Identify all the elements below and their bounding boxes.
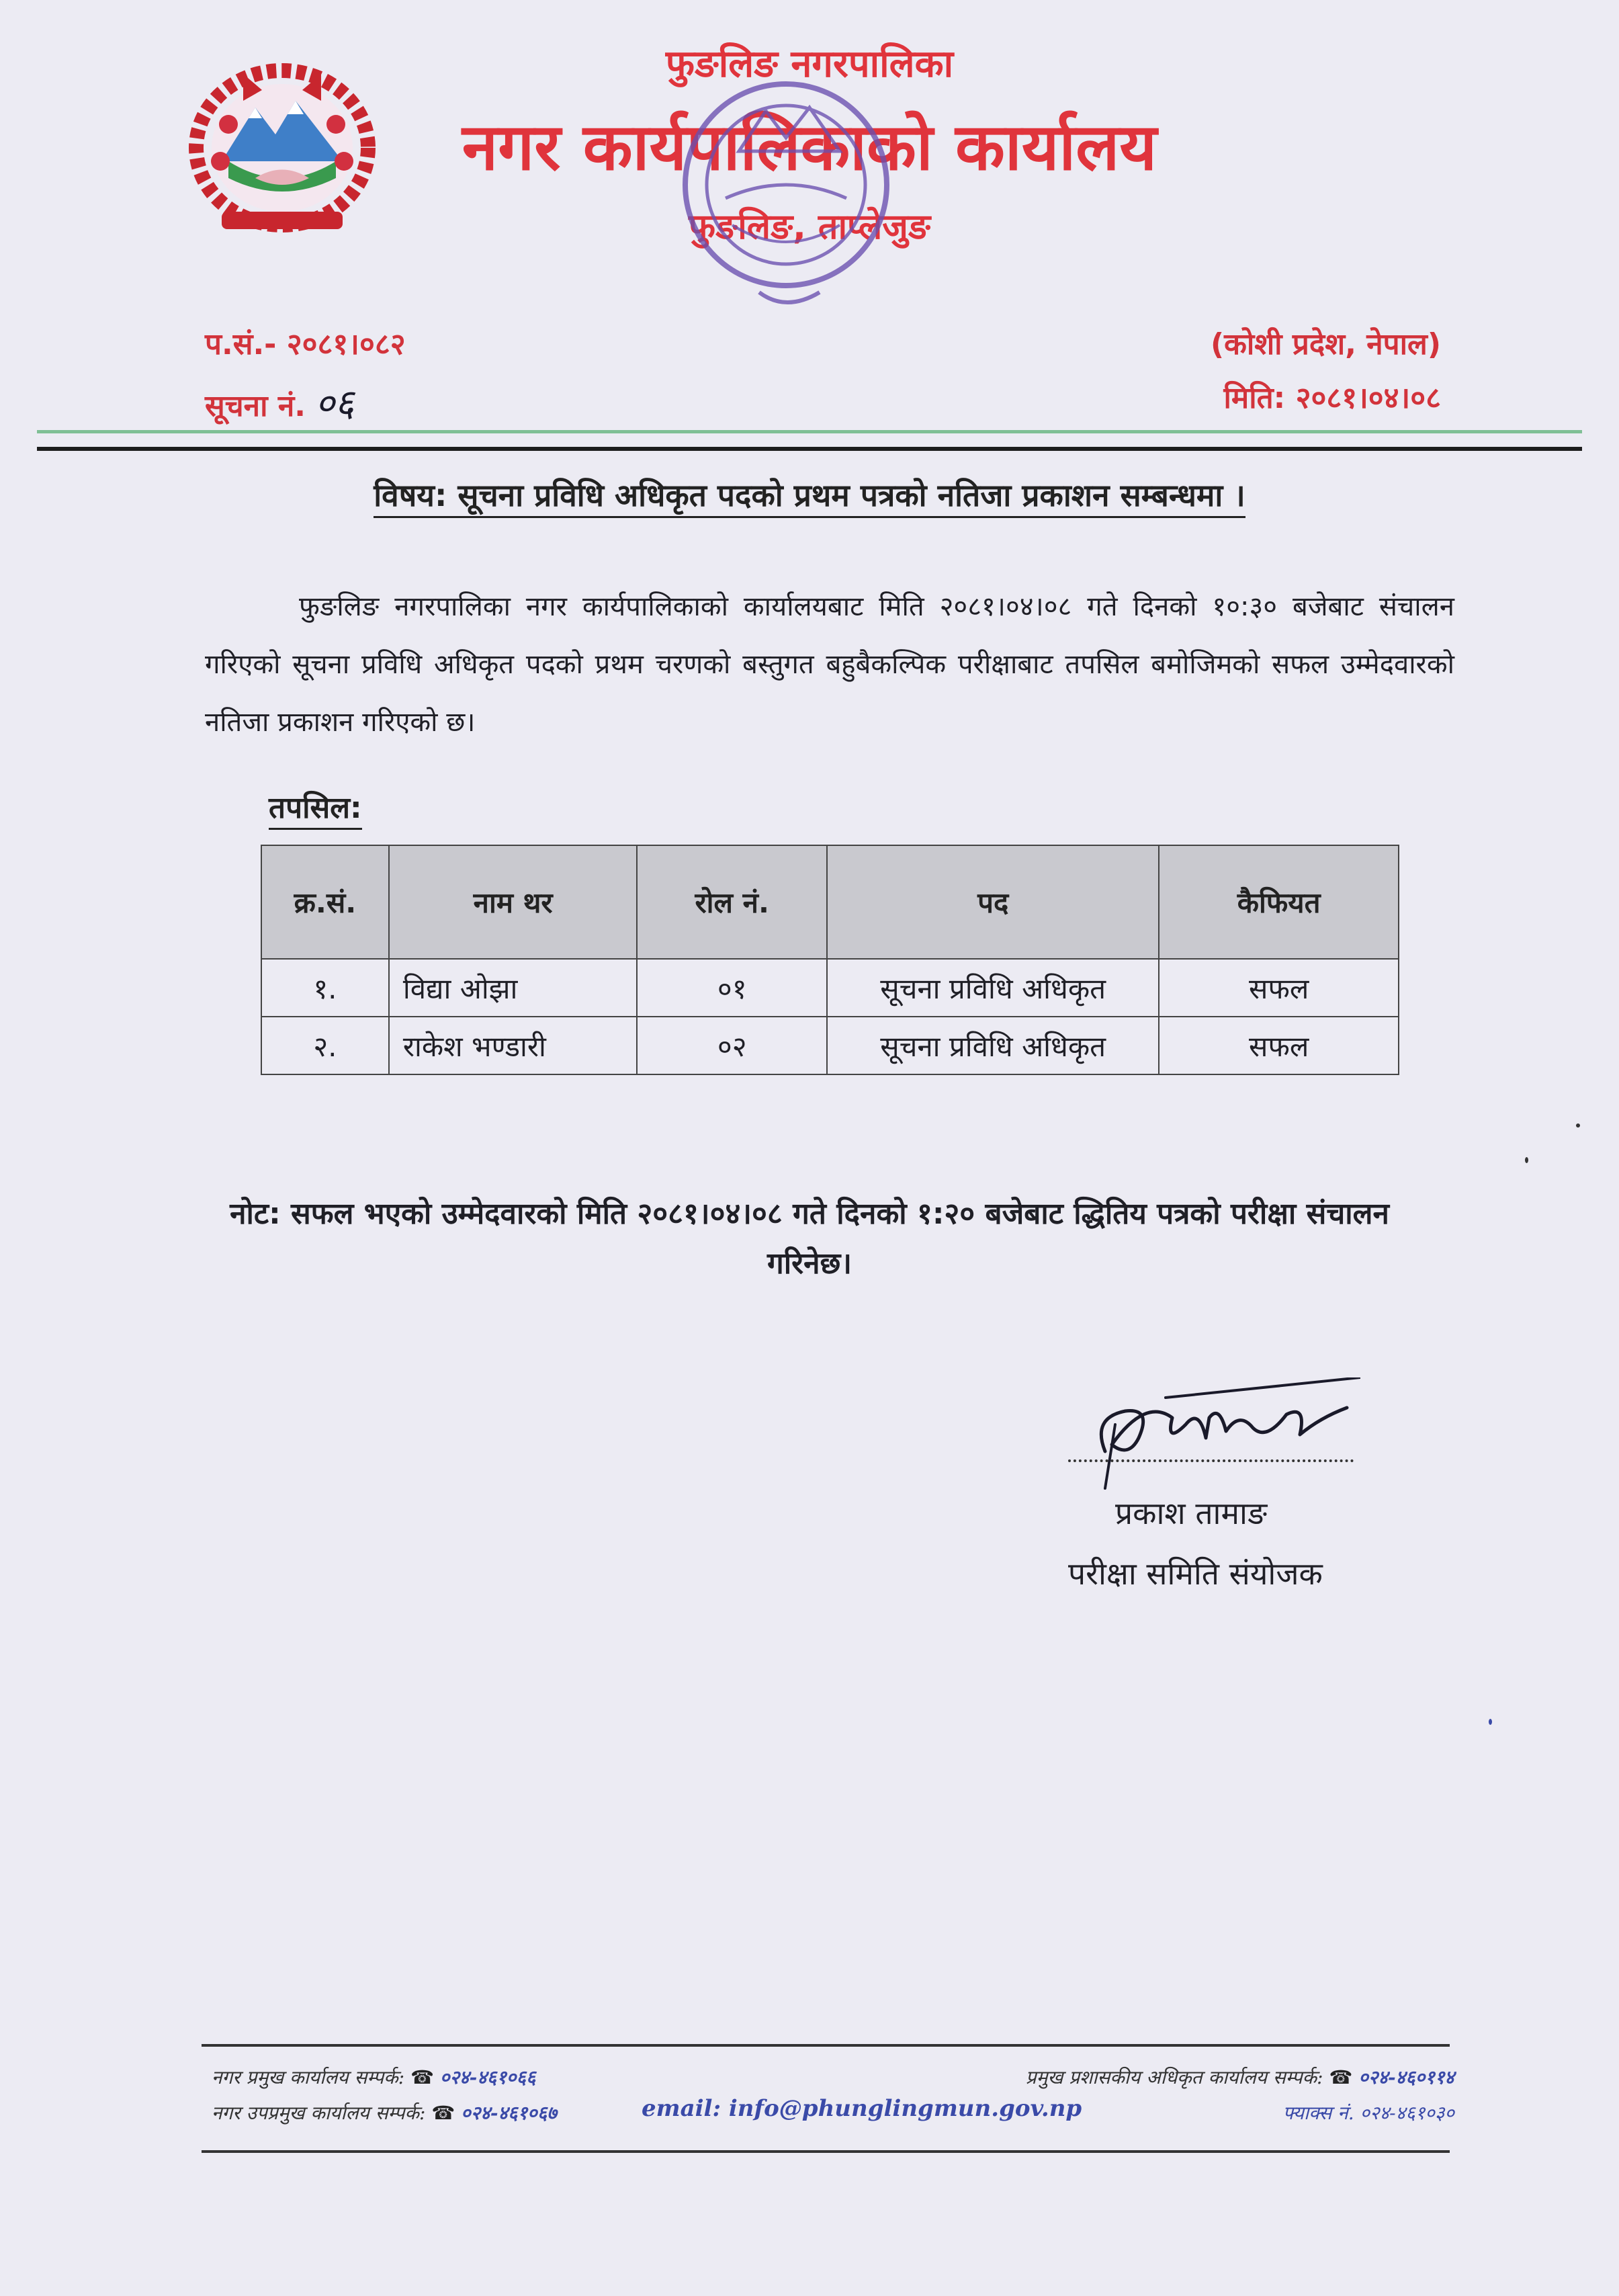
- mayor-office-phone: ०२४-४६१०६६: [439, 2066, 536, 2088]
- deputy-mayor-office-phone: ०२४-४६१०६७: [461, 2102, 557, 2124]
- signatory-name: प्रकाश तामाङ: [1115, 1495, 1268, 1531]
- mayor-office-label: नगर प्रमुख कार्यालय सम्पर्क:: [212, 2066, 405, 2088]
- deputy-mayor-office-label: नगर उपप्रमुख कार्यालय सम्पर्क:: [212, 2102, 426, 2124]
- phone-icon: ☎: [431, 2102, 455, 2124]
- deputy-mayor-office-contact: [212, 2100, 557, 2125]
- fax-number: फ्याक्स नं. ०२४-४६१०३०: [1282, 2102, 1454, 2124]
- remarks-cell: सफल: [1159, 959, 1399, 1017]
- note-text: नोट: सफल भएको उम्मेदवारको मिति २०८१।०४।०८ गते दिनको १:२० बजेबाट द्धितिय पत्रको परीक्षा संचालन गरिनेछ।: [230, 1197, 1389, 1281]
- date-label: मिति:: [1223, 381, 1286, 415]
- column-header: कैफियत: [1159, 845, 1399, 959]
- reference-number: प.सं.- २०८१।०८२: [205, 327, 406, 362]
- office-title: नगर कार्यपालिकाको कार्यालय: [462, 110, 1157, 185]
- scan-speck: [1489, 1719, 1492, 1725]
- column-header: रोल नं.: [637, 845, 827, 959]
- signature-line: [1068, 1459, 1354, 1462]
- results-table: [261, 845, 1399, 1075]
- phone-icon: ☎: [410, 2066, 435, 2088]
- column-header: नाम थर: [389, 845, 638, 959]
- table-header-row: [261, 845, 1399, 959]
- footer-divider-top: [202, 2044, 1450, 2047]
- signature-icon: [1065, 1377, 1360, 1498]
- header-divider-green: [37, 430, 1582, 433]
- column-header: क्र.सं.: [261, 845, 389, 959]
- phone-icon: ☎: [1329, 2066, 1353, 2088]
- official-stamp-icon: [665, 71, 907, 326]
- roll-cell: ०२: [637, 1017, 827, 1074]
- notice-number-handwritten: ०६: [314, 382, 355, 425]
- province-label: (कोशी प्रदेश, नेपाल): [1210, 327, 1441, 362]
- table-row: [261, 959, 1399, 1017]
- email-link[interactable]: email: info@phunglingmun.gov.np: [642, 2095, 1082, 2122]
- body-paragraph: [205, 578, 1454, 751]
- municipality-name: फुङलिङ नगरपालिका: [665, 42, 954, 86]
- name-cell: राकेश भण्डारी: [389, 1017, 638, 1074]
- subject-text: विषय: सूचना प्रविधि अधिकृत पदको प्रथम पत्रको नतिजा प्रकाशन सम्बन्धमा ।: [374, 477, 1245, 518]
- serial-cell: १.: [261, 959, 389, 1017]
- post-cell: सूचना प्रविधि अधिकृत: [827, 959, 1159, 1017]
- table-caption: तपसिल:: [269, 786, 362, 830]
- scan-speck: [1525, 1157, 1528, 1163]
- column-header: पद: [827, 845, 1159, 959]
- letter-date: [1223, 376, 1441, 417]
- footer-divider-bottom: [202, 2150, 1450, 2153]
- cao-office-phone: ०२४-४६०११४: [1358, 2066, 1454, 2088]
- roll-cell: ०१: [637, 959, 827, 1017]
- table-row: [261, 1017, 1399, 1074]
- post-cell: सूचना प्रविधि अधिकृत: [827, 1017, 1159, 1074]
- name-cell: विद्या ओझा: [389, 959, 638, 1017]
- scan-speck: [1576, 1123, 1580, 1128]
- notice-number: [205, 376, 354, 427]
- notice-label: सूचना नं.: [205, 389, 306, 423]
- serial-cell: २.: [261, 1017, 389, 1074]
- office-place: फुङलिङ, ताप्लेजुङ: [689, 207, 930, 247]
- body-paragraph-text: फुङलिङ नगरपालिका नगर कार्यपालिकाको कार्यालयबाट मिति २०८१।०४।०८ गते दिनको १०:३० बजेबाट संचालन गरिएको सूचना प्रविधि अधिकृत पदको प्रथम चरणको बस्तुगत बहुबैकल्पिक परीक्षाबाट तपसिल बमोजिमको सफल उम्मेदवारको नतिजा प्रकाशन गरिएको छ।: [205, 591, 1454, 738]
- cao-office-contact: [1026, 2064, 1454, 2090]
- subject-line: [0, 474, 1619, 515]
- date-value: २०८१।०४।०८: [1295, 381, 1441, 415]
- signatory-title: परीक्षा समिति संयोजक: [1068, 1556, 1323, 1592]
- remarks-cell: सफल: [1159, 1017, 1399, 1074]
- header-divider-black: [37, 447, 1582, 451]
- mayor-office-contact: [212, 2064, 536, 2090]
- cao-office-label: प्रमुख प्रशासकीय अधिकृत कार्यालय सम्पर्क:: [1025, 2066, 1323, 2088]
